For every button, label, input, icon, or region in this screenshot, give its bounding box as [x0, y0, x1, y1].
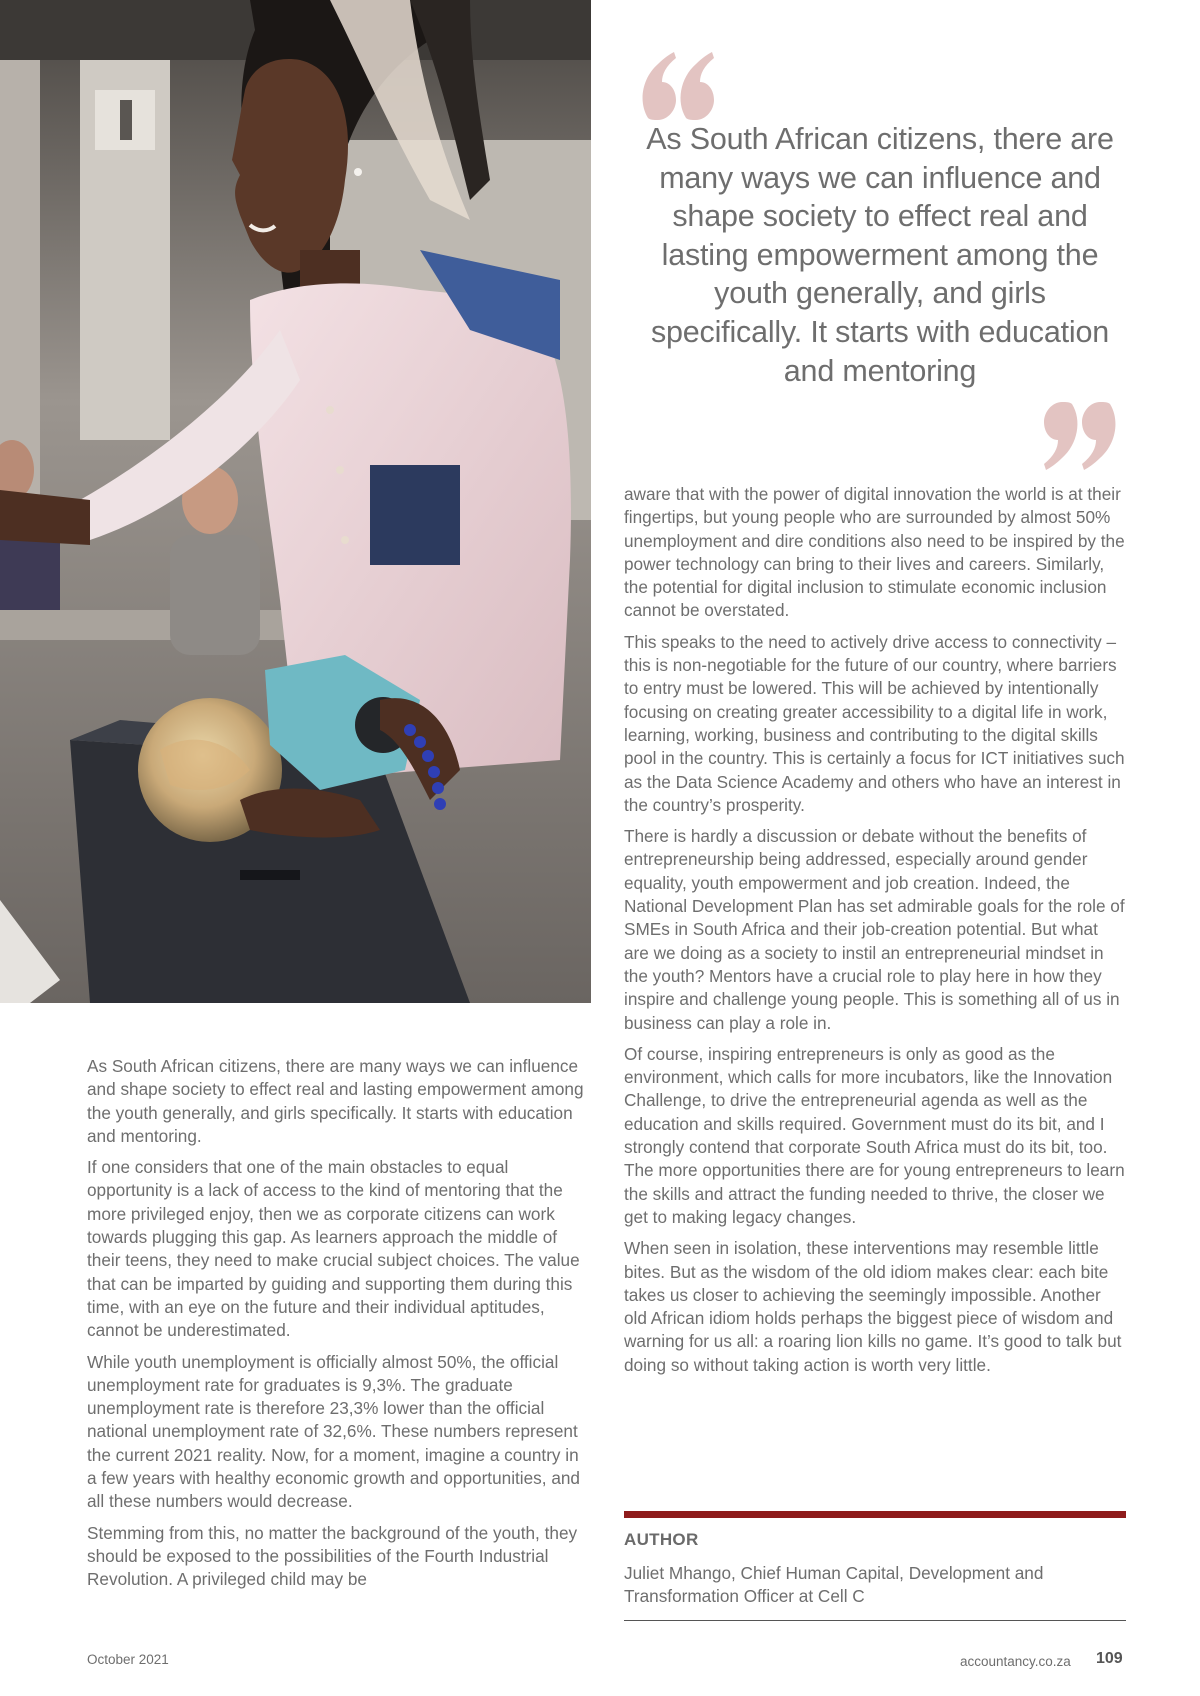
- body-paragraph: As South African citizens, there are many ways we can influence and shape society to effect real and lasting empowerment among the youth generally, and girls specifically. It starts with education and mentoring.: [87, 1056, 584, 1146]
- body-paragraph: When seen in isolation, these interventions may resemble little bites. But as the wisdom of the old idiom makes clear: each bite takes us closer to achieving the seemingly impossible. Another old African idiom holds perhaps the biggest piece of wisdom and warning for us all: a roaring lion kills no game. It’s good to talk but doing so without taking action is worth very little.: [624, 1238, 1122, 1375]
- close-quote-icon: [1038, 392, 1118, 482]
- article-photo: [0, 0, 591, 1003]
- page-number: 109: [1096, 1650, 1123, 1667]
- photo-illustration: [0, 0, 591, 1003]
- author-divider-rule: [624, 1511, 1126, 1518]
- author-byline: Juliet Mhango, Chief Human Capital, Development and Transformation Officer at Cell C: [624, 1563, 1044, 1606]
- pull-quote: As South African citizens, there are many ways we can influence and shape society to effect real and lasting empowerment among the youth generally, and girls specifically. It starts with education and mentoring: [646, 122, 1114, 388]
- body-paragraph: There is hardly a discussion or debate without the benefits of entrepreneurship being addressed, especially around gender equality, youth empowerment and job creation. Indeed, the National Development Plan has set admirable goals for the role of SMEs in South Africa and their job-creation potential. But what are we doing as a society to instil an entrepreneurial mindset in the youth? Mentors have a crucial role to play here in how they inspire and challenge young people. This is something all of us in business can play a role in.: [624, 826, 1125, 1033]
- author-bottom-rule: [624, 1620, 1126, 1621]
- open-quote-icon: [640, 40, 720, 130]
- issue-date: October 2021: [87, 1652, 169, 1667]
- body-paragraph: If one considers that one of the main obstacles to equal opportunity is a lack of access to the kind of mentoring that the more privileged enjoy, then we as corporate citizens can work towards plugging this gap. As learners approach the middle of their teens, they need to make crucial subject choices. The value that can be imparted by guiding and supporting them during this time, with an eye on the future and their individual aptitudes, cannot be underestimated.: [87, 1157, 580, 1341]
- body-paragraph: This speaks to the need to actively drive access to connectivity – this is non-negotiable for the future of our country, where barriers to entry must be lowered. This will be achieved by intentionally focusing on creating greater accessibility to a digital life in work, learning, working, business and contributing to the digital skills pool in the country. This is certainly a focus for ICT initiatives such as the Data Science Academy and others who have an interest in the country’s prosperity.: [624, 631, 1125, 815]
- right-body-column: [624, 483, 1126, 1385]
- left-body-column: [87, 1055, 592, 1600]
- body-paragraph: aware that with the power of digital innovation the world is at their fingertips, but young people who are surrounded by almost 50% unemployment and dire conditions also need to be inspired by the power technology can bring to their lives and careers. Similarly, the potential for digital inclusion to stimulate economic inclusion cannot be overstated.: [624, 484, 1125, 621]
- body-paragraph: Stemming from this, no matter the background of the youth, they should be exposed to the possibilities of the Fourth Industrial Revolution. A privileged child may be: [87, 1522, 578, 1590]
- body-paragraph: While youth unemployment is officially almost 50%, the official unemployment rate for graduates is 9,3%. The graduate unemployment rate is therefore 23,3% lower than the official national unemployment rate of 32,6%. These numbers represent the current 2021 reality. Now, for a moment, imagine a country in a few years with healthy economic growth and opportunities, and all these numbers would decrease.: [87, 1351, 580, 1512]
- website-link[interactable]: accountancy.co.za: [960, 1654, 1071, 1669]
- author-heading: AUTHOR: [624, 1530, 699, 1549]
- body-paragraph: Of course, inspiring entrepreneurs is only as good as the environment, which calls for more incubators, like the Innovation Challenge, to drive the entrepreneurial agenda as well as the education and skills required. Government must do its bit, and I strongly contend that corporate South Africa must do its bit, too. The more opportunities there are for young entrepreneurs to learn the skills and attract the funding needed to thrive, the closer we get to making legacy changes.: [624, 1043, 1125, 1227]
